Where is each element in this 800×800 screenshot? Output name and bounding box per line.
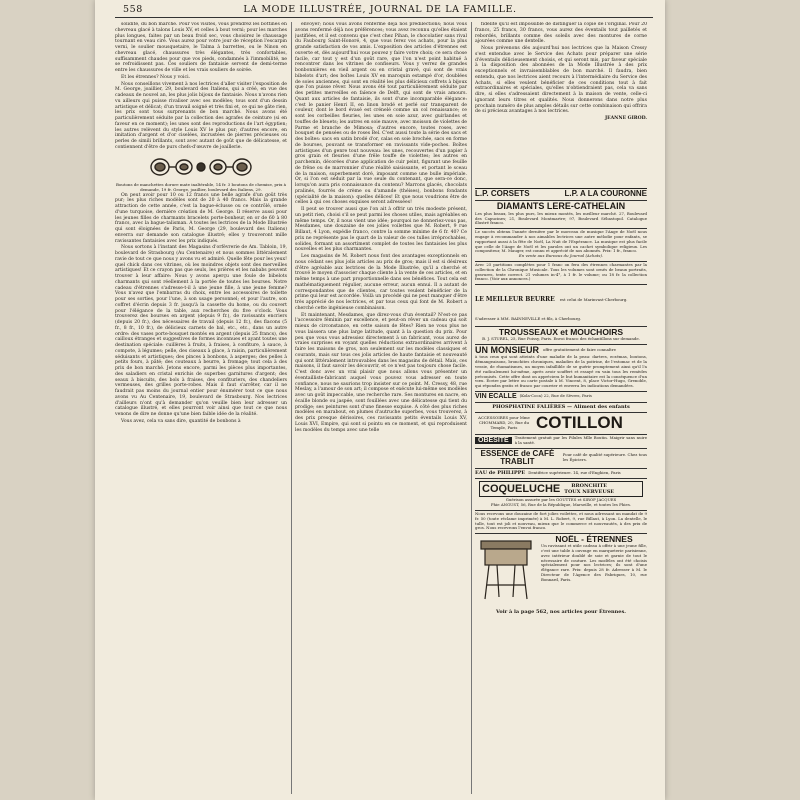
ad-cotillon-right: COTILLON — [536, 413, 623, 433]
column-3 — [475, 22, 647, 186]
ad-monsieur — [475, 345, 647, 392]
paragraph: Nous sortons à l'instant des Magasins d'orfèvrerie de Am. Tabloin, 19, boulevard de Strasbourg (Au Centenaire) et nous sommes littéralement ravie de tout ce que nous y avons vu et admiré. Quelle fête pour les yeux! quel chick dans ces vitrines, où les moindres objets sont des merveilles artistiques! Et ce crayon pas que seuls, les prières et les nababs peuvent trouver à leur affaire: Nous y avons aperçu une foule de bibelots charmants qui sont réellement à la portée de toutes les bourses. Notre cadeau d'étrennes s'adresse-t-il à une jeune fille, à une jeune femme? Vous n'avez que l'embarras du choix, entre les accessoires de toilette pour ses sorties, pour l'une, à son usage personnel; et pour l'autre, son coffret d'écrin depuis 3 fr. jusqu'à la cassette du home, ou du couvert pour l'élégance de la table, aux recherches du five o'clock. Vous trouverez des bourses en argent (depuis 9 fr.), de ravissants encriers (depuis 20 fr.), des nécessaires de travail (depuis 12 fr.), des flacons (5 fr., 8 fr., 10 fr.), de délicieux carnets de bal, etc., etc., dans un autre ordre: des vases porte-bouquet montés en argent (depuis 25 francs), des cailloux étranges et suggestives de formes inconnues et ayant toutes une destination spéciale: cuillères à fruits, à fraises, à confiture, à sauce, à compote, à légumes; pelle, des ciseaux à glace, à raisin, particulièrement séduisants et artistiques; des pinces à bonbons, à asperges; des pelles à petits fours, à pâté; des couteaux à beurre, à fromage; tout cela à des prix de bon marché. Jetons encore, parmi les pièces plus importantes, des saladiers en cristal enrichis de superbes garnitures d'argent; des seaux à biscuits, des bols à fraises, des confituriers, des chandeliers vermeuses, des grilles porte-robes. Mais il faut s'arrêter, car il ne faudrait pas moins du journal entier pour énumérer tout ce que nous avons vu Au Centenaire, 19, boulevard de Strasbourg. Nos lectrices d'ailleurs n'ont qu'à demander qu'on veuille bien leur adresser un catalogue illustré, et elles pourront voir ainsi que tout ce que nous venons de dire ne donne qu'une bien faible idée de la réalité. — [115, 245, 287, 417]
ad-monsieur-text: à tous ceux qui sont atteints d'une maladie de la peau: dartres, eczémas, boutons, démangeaisons, bronchites chroniques, maladies de la poitrine, de l'estomac et de la vessie, de rhumatismes, un moyen infaillible de se guérir promptement ainsi qu'il l'a été radicalement lui-même, après avoir souffert et essayé en vain tous les remèdes préconisés. Cette offre dont on appréciera le but humanitaire est la conséquence d'un vœu. Écrire par lettre ou carte postale à M. Vincent, 8, place Victor-Hugo, Grenoble, qui répondra gratis et franco par courrier et enverra les indications demandées. — [475, 354, 647, 389]
ad-monsieur-sub: offre gratuitement de faire connaître — [543, 347, 616, 353]
ad-corsets — [475, 188, 647, 201]
paragraph: On peut avoir pour 10 ou 12 francs une belle agrafe d'un goût très pur; les plus riches modèles sont de 20 à 40 francs. Mais la grande attraction de cette année, c'est la bague-éclusse ou ce contrôlé, ornée d'une turquoise, dernière création de M. George. Il réserve aussi pour les jeunes filles de charmants bracelets porte-bonheur, en or de 60 à 80 francs, avec la bague-talisman. A toutes les lectrices de la Mode Illustrée qui sont éloignées de Paris, M. George (29, boulevard des Italiens) enverra sur demande son catalogue illustré; elles y trouveront mille ravissantes fantaisies avec les prix indiqués. — [115, 192, 287, 244]
ad-trousseaux-title: TROUSSEAUX et MOUCHOIRS — [498, 327, 624, 338]
ad-corsets-right: L.P. A LA COURONNE — [564, 189, 647, 198]
ad-musique-text: Le succès obtenu l'année dernière par le morceau de musique l'Ange de Noël nous engage à recommander à nos aimables lectrices une autre mélodie pour enfants, se rapportant aussi à la fête de Noël, La Nuit de l'Espérance. La musique est plus facile que celle de l'Ange de Noël et les paroles ont un cachet symbolique religieux. Les compositeur, M. Mauger, est connu et apprécié de nos abonnés. Prix: 1 fr., franco. — [475, 229, 647, 254]
ad-voilettes-text: Nous recevons une douzaine de fort jolies voilettes, et nous adressant un mandat de 9 fr. 50 (toute réclame imprimée) à M. L. Robert, 9, rue Billaut, à Lyon. La dentelle, le tulle, tout est joli et nouveau, mieux que le commerce et nouveautés, à des prix de gros. Nous recevrons l'envoi franco. — [475, 511, 647, 531]
sewing-table-illustration — [475, 535, 537, 605]
ad-musique — [475, 229, 647, 262]
ad-obesite — [475, 435, 647, 449]
ad-vin-text: (Kola-Coca) 22, Rue de Sèvres, Paris — [519, 393, 592, 399]
ad-beurre — [475, 285, 647, 327]
column-2 — [295, 22, 467, 794]
journal-title: LA MODE ILLUSTRÉE, JOURNAL DE LA FAMILLE. — [243, 4, 517, 15]
ad-coqueluche-foot: Phie ANGUST, 56, Rue de la République, Marseille, et toutes les Phies. — [490, 502, 632, 508]
ad-trousseaux — [475, 327, 647, 345]
paragraph: Et maintenant, Mesdames, que direz-vous d'un éventail? N'est-ce pas l'accessoire féminin par excellence, et peut-on rêver un cadeau qui soit mieux de circonstance, en cette saison de fêtes? Rien ne vous plus ne vous laissera une plus large latitude, quant à la question du prix. Pour peu que vous vous adressiez directement à un fabricant, vous aurez de vraies surprises en voyant quelles réductions extraordinaires arrivent à faire les maisons de gros, non seulement sur les modèles classiques et courants, mais sur tous ces jolis articles de haute fantaisie et nouveauté qui sont littéralement introuvables dans les magasins de détail. Mais, ces maisons, il faut savoir les découvrir, et ce n'est pas toujours chose facile. C'est donc avec un vrai plaisir que nous allons vous présenter un éventailliste-fabricant auquel vous pouvez vous adresser en toute confiance, nous ne saurions trop insister sur ce point. M. Cressy, 48, rue Meslay, a l'amour de son art; il compose et exécute lui-même ses modèles avec un goût impeccable, une recherche rare. Ses montures en nacre, en écaille blonde ou jaspée, sont fouillées avec une délicatesse qui tient du prodige; ses peintures sont d'une finesse exquise. A côté des plus riches modèles en marabout, en plumes d'autruche superbes, vous trouverez, à des prix presque dérisoires, ces ravissants petits éventails Louis XV, Louis XVI, Empire, qui sont si pointu en ce moment, et qui reproduisent les modèles du temps avec une telle — [295, 312, 467, 433]
ad-noel — [475, 534, 647, 607]
ad-vin — [475, 392, 647, 403]
author-signature: JEANNE GIROD. — [604, 116, 647, 121]
page-number: 558 — [123, 4, 143, 15]
paragraph: Nous conseillons vivement à nos lectrices d'aller visiter l'exposition de M. George, joaillier, 29, boulevard des Italiens, qui a créé, en vue des cadeaux de nouvel an, les plus jolis bijoux de fantaisie. Nous n'avons rien vu ailleurs qui puisse rivaliser avec ses modèles; tous sont d'un dessin artistique et délicat; d'un travail soigné et très fini et, ce qui ne gâte rien, les prix sont tous surprenants de bon marché. Nous avons été particulièrement séduite par la collection des agrafes de ceinture (si en faveur en ce moment); les unes sont des reproductions de l'art égyptien; les autres relèvent du style Louis XV le plus pur; d'autres encore, en imitation d'argent et d'or ciselées, incrustées de pierres précieuses ou perles de simili brillants, sont avec autant de goût que de délicatesse, et contiennent d'être de purs chefs-d'œuvre de joaillerie. — [115, 81, 287, 150]
paragraph: Les magasins de M. Robert nous font des avantages exceptionnels en nous cédant ses plus jolis articles au prix de gros; mais il est si désireux d'être agréable aux lectrices de la Mode Illustrée, qu'il a cherché et trouvé le moyen d'associer chaque cliente à la vente de ces articles, et en même temps à une part proportionnelle dans ses bénéfices. Tout cela est mathématiquement régulier, aucune erreur, aucun ennui. Il a autant de correspondantes que de clientes, car toutes veulent bénéficier de la prime qui leur est accordée. Voilà un procédé qui ne peut manquer d'être très apprécié de nos lectrices, et par tous ceux qui font de M. Robert a cherché cette ingénieuse combinaison. — [295, 254, 467, 311]
header-rule — [115, 17, 653, 18]
ad-partitions — [475, 262, 647, 285]
ad-cafe-title: ESSENCE de CAFÉ TRABLIT — [480, 448, 555, 467]
ad-eau-title: EAU de PHILIPPE — [475, 470, 526, 477]
column-divider — [291, 22, 292, 794]
paragraph: solidité, du bon marché. Pour vos visites, vous prendrez les bottines en chevreau glacé à talons Louis XV, et celles à bout verni; pour les marches plus longues, faites par un beau froid sec, vous choisirez le chaussage tournant en veau ciré. Vous aurez pour votre jour de réception l'escarpin verni, le soulier mousquetaire, le Talma à barrettes, ou le Ninon en chevreau glacé, chaussures très élégantes, très confortables, suffisamment chaudes pour que vos pieds, condamnés à l'immobilité, ne se refroidissent pas. Ces souliers de fantaisie servent de demi-terme entre les chaussures de ville et les vrais souliers de soirée. — [115, 22, 287, 73]
page-header — [103, 4, 657, 18]
journal-page — [95, 0, 665, 800]
ad-beurre-text: est celui de Marinvast-Cherbourg. S'adresser à MM. BAINNEVILLE et fils, à Cherbourg. — [475, 297, 628, 322]
ad-cafe — [475, 449, 647, 470]
ad-musique-foot: En vente aux Bureaux du Journal (Achats). — [518, 253, 604, 259]
ad-monsieur-title: UN MONSIEUR — [475, 344, 540, 355]
ad-beurre-title: LE MEILLEUR BEURRE — [475, 296, 555, 304]
ad-diamants — [475, 201, 647, 229]
ad-coqueluche-title: COQUELUCHE — [482, 482, 561, 495]
advertisements — [475, 188, 647, 615]
ad-obesite-title: OBÉSITÉ — [475, 437, 512, 444]
ad-eau-text: Dentifrice supérieure. 14, rue d'Enghien, Paris — [528, 470, 621, 476]
ad-obesite-text: Traitement gratuit par les Pilules Mlle Boutin. Maigrir sans nuire à la santé. — [514, 435, 647, 445]
ad-cafe-text: Pour café de qualité supérieure. Chez tous les Épiciers. — [562, 452, 647, 463]
ad-voilettes — [475, 511, 647, 534]
ad-coqueluche — [475, 479, 647, 511]
ad-noel-title: NOËL - ÉTRENNES — [555, 534, 633, 545]
ad-noel-text: Un ravissant et utile cadeau à offrir à une jeune fille, c'est une table à ouvrage en marqueterie parisienne, avec intérieur doublé de soie et garnie de tout le nécessaire de couture. Les modèles ont été choisis spécialement pour nos lectrices; ils sont d'une élégance rare. Prix: depuis 28 fr. Adresser à M. le Directeur de l'Agence des Fabriques, 10, rue Bonnard, Paris. — [541, 543, 647, 582]
ad-vin-title: VIN ECALLE — [475, 392, 517, 400]
ad-coqueluche-right2: TOUX NERVEUSE — [564, 489, 615, 496]
ad-phosphatine — [475, 403, 647, 413]
cufflinks-illustration — [115, 154, 287, 180]
ad-phosphatine-text: PHOSPHATINE FALIÈRES — Aliment des enfants — [492, 404, 630, 411]
page-footer-note: Voir à la page 562, nos articles pour Étrennes. — [495, 609, 627, 616]
paragraph: envoyer; nous vous avons renfermé déjà nos prédilections; nous vous avons renfermé déjà nos préférences; vous avez reconnu qu'elles étaient justifiées, et il est convenu que c'est chez Pihan, le chocolatier sans rival du Faubourg Saint-Honoré, 4, que vous ferez vos achats, pour la plus grande satisfaction de vos amis. L'exposition des articles d'étrennes est ouverte et, dès aujourd'hui vous pouvez y faire votre choix; ce sera chose facile, car tout y est d'un goût rare, que l'on n'est point habitué à rencontrer dans les vitrines de confiseurs. Vous y verrez de grandes bonbonnières en vieil argent ou en cristal gravé, qui sont de vrais bibelots d'art; des boîtes Louis XV en maroquin estampé d'or, doublées de soies anciennes, qui sont en réalité les plus délicieux coffrets à bijoux que l'on puisse rêver. Nous avons été tout particulièrement séduite par des petites merveilles en faïence de Delft, qui sont de vrais amours. Quant aux articles de fantaisie, ils sont d'une incomparable élégance: c'est le panier Henri II, en linon brodé et perlé sur transparent de couleur, dont le bord évasé est crénelé comme un col renaissance; ce sont les corbeilles fleuries, les unes en soie azur, avec guirlandes et touffes de bleuets; les autres en soie mauve, avec moisson de violettes de Parme et branche de Mimosa; d'autres encore, toutes roses, avec bouquet de pensées ou de roses Bel. C'est aussi toute la série des sacs et des boîtes: sacs en satin brodé d'or, calas en soie brochée, sacs en forme de bourses, pouvant se transformer en ravissants vide-poches. Boîtes artistiques d'un genre tout nouveau: les unes, recouvertes d'un papier à gros grain et fleuries d'une frêle touffe de violettes; les autres en parchemin, décorées d'une application de cuir peint, figurant une feuille de frêne ou de marronnier d'une réalité saisissante, et portant le sceau de la maison, superbement doré, imposant comme une bulle impériale. Or, si l'on est séduit par la vue seule du contenant, que sera-ce donc, lorsqu'on aura pris connaissance du contenu? Marrons glacés, chocolats pralinés, fourrés de crème ou d'amande (théises), bonbons fondants (spécialité de la maison): quelles délices! Et que nous voudrions être de celles à qui ces choses exquises seront adressées! — [295, 22, 467, 206]
ad-diamants-title: DIAMANTS LERE-CATHELAIN — [496, 201, 626, 212]
ad-cotillon-left: ACCESSOIRES pour Mme CHOMMARD, 20, Rue du Temple, Paris — [478, 414, 530, 430]
column-divider — [471, 22, 472, 794]
illustration-caption: Boutons de manchettes dorure mate inaltérable, 14 fr. 3 boutons de chemise, prix à demande, 19 fr. George, joaillier, boulevard des Italiens, 29. — [115, 181, 287, 192]
paragraph: Il peut se trouver aussi que l'on ait à offrir un très modeste présent, un petit rien, choisi s'il se peut parmi les choses utiles, mais agréables en même temps. Or, il nous vient une idée; pourquoi ne donneriez-vous pas, Mesdames, une douzaine de ces jolies voilettes que M. Robert, 9 rue Billaut, 4 Lyon, expédie franco, contre la somme minime de 6 fr. 40? Ce prix ne représente pas le quart de la valeur de ces tulles irréprochables, solides, formant un assortiment complet de toutes les fantaisies les plus nouvelles et les plus charmantes. — [295, 207, 467, 253]
ad-coqueluche-right1: BRONCHITE — [571, 483, 608, 490]
ad-coqueluche-text: Guérison assurée par les GOUTTES et SIROP JACQUES — [505, 497, 617, 503]
column-1 — [115, 22, 287, 794]
paragraph: Et les étrennes? Nous y voici. — [121, 74, 191, 80]
ad-diamants-text: Les plus beaux, les plus purs, les mieux montés, les meilleur marché. 27, Boulevard des Capucines; 21, Boulevard Montmartre; 97, Boulevard Sébastopol. Catalogue illustré franco. — [475, 210, 647, 226]
paragraph: fidélité qu'il est impossible de distinguer la copie de l'original. Pour 20 francs, 25 francs, 30 francs, vous aurez des éventails tout pailletés et rebordés, brillants comme des soleils avec des montures de corne ajourées comme une dentelle. — [475, 22, 647, 45]
ad-corsets-left: L.P. CORSETS — [475, 189, 530, 198]
paragraph: Nous prévenons dès aujourd'hui nos lectrices que la Maison Cressy s'est entendue avec le Service des Achats pour préparer une série d'éventails délicieusement choisis, et qui seront mis, par faveur spéciale à la disposition des abonnées de la Mode Illustrée à des prix exceptionnels et invraisemblables de bon marché. Il faudra, bien entendu, que nos lectrices aient recours à l'intermédiaire du Service des Achats, si elles veulent bénéficier de ces conditions tout à fait extraordinaires et spéciales, qu'elles n'obtiendraient pas, cela va sans dire, si elles s'adressaient directement à la maison de vente, celle-ci ignorant leurs titres et qualités. Nous donnerons dans notre plus prochain numéro de plus amples détails sur cette combinaison qui offrira de si précieux avantages à nos lectrices. — [475, 46, 647, 115]
ad-partitions-text: Avec 25 partitions complètes pour 1 franc on fera des étrennes charmantes par la collection de la Chronique Musicale. Tous les volumes sont ornés de beaux portraits, gravures, texte correct. 21 volumes in-4°, à 1 fr. le volume; ou 18 fr. la collection franco. (Voir aux annonces.) — [475, 262, 647, 282]
ad-eau — [475, 469, 647, 479]
ad-cotillon — [475, 413, 647, 435]
ad-trousseaux-sub: B. J. STUREL, 25, Rue Poissy, Paris. Envoi franco des échantillons sur demande. — [482, 336, 640, 342]
paragraph: Vous avez, cela va sans dire, quantité de bonbons à — [121, 418, 241, 424]
